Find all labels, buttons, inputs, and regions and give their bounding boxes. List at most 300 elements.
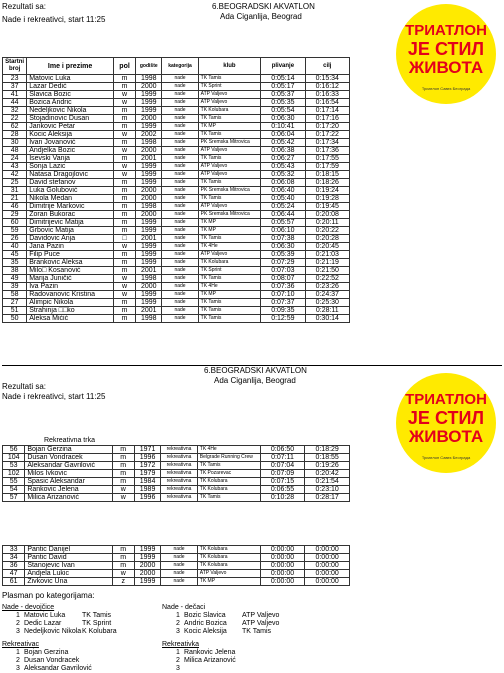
gender: w xyxy=(113,275,135,283)
finish-time: 0:16:54 xyxy=(305,99,349,107)
finish-time: 0:23:26 xyxy=(305,283,349,291)
results-table-rekreativna xyxy=(2,445,350,502)
athlete-name: Milos Ivkovic xyxy=(25,470,112,478)
category: nade xyxy=(162,291,198,299)
placement-club: ATP Valjevo xyxy=(242,620,280,627)
athlete-name: Alimpic Nikola xyxy=(27,299,114,307)
club: TK Tamis xyxy=(198,179,261,187)
category: nade xyxy=(162,179,198,187)
club: TK Sprint xyxy=(198,83,261,91)
athlete-name: Iva Pazin xyxy=(27,283,114,291)
start-number: 55 xyxy=(3,478,25,486)
category: rekreativna xyxy=(161,494,198,502)
table-row xyxy=(3,470,350,478)
placement-name: Milica Arizanović xyxy=(184,657,236,664)
finish-time: 0:17:36 xyxy=(305,147,349,155)
birth-year: 1999 xyxy=(136,171,162,179)
category: nade xyxy=(162,147,198,155)
results-label-2: Rezultati sa: xyxy=(2,382,47,391)
club: TK Kolubara xyxy=(197,546,260,554)
placement-club: ATP Valjevo xyxy=(242,612,280,619)
swim-time: 0:06:40 xyxy=(261,187,305,195)
club: TK Sprint xyxy=(198,267,261,275)
athlete-name: Strahinja □□ko xyxy=(27,307,114,315)
swim-time: 0:06:55 xyxy=(260,486,305,494)
category: nade xyxy=(162,83,198,91)
birth-year: 1999 xyxy=(136,291,162,299)
gender: w xyxy=(113,283,135,291)
start-number: 29 xyxy=(3,211,27,219)
placement-name: Andric Bozica xyxy=(184,620,227,627)
gender: m xyxy=(113,115,135,123)
club: Belgrade Running Crew xyxy=(197,454,260,462)
club: TK Tamis xyxy=(198,275,261,283)
table-row xyxy=(3,83,350,91)
start-number: 46 xyxy=(3,203,27,211)
club: TK Tamis xyxy=(197,494,260,502)
start-number: 57 xyxy=(3,494,25,502)
club: ATP Valjevo xyxy=(198,147,261,155)
swim-time: 0:05:40 xyxy=(261,195,305,203)
placement-item xyxy=(162,612,332,620)
logo-line2: ЈЕ СТИЛ xyxy=(407,39,485,59)
triathlon-logo-2 xyxy=(396,373,496,473)
finish-time: 0:18:26 xyxy=(305,179,349,187)
athlete-name: Davidovic Anja xyxy=(27,235,114,243)
placement-item xyxy=(2,612,172,620)
start-number: 25 xyxy=(3,179,27,187)
placement-rank: 1 xyxy=(16,612,20,619)
athlete-name: Rankovic Jelena xyxy=(25,486,112,494)
placement-name: Dusan Vondracek xyxy=(24,657,80,664)
swim-time: 0:06:10 xyxy=(261,227,305,235)
col-cilj: cilj xyxy=(305,58,349,75)
athlete-name: Stojadinovic Dusan xyxy=(27,115,114,123)
swim-time: 0:00:00 xyxy=(260,562,305,570)
finish-time: 0:21:03 xyxy=(305,251,349,259)
table-row xyxy=(3,315,350,323)
swim-time: 0:05:17 xyxy=(261,83,305,91)
birth-year: 1999 xyxy=(136,91,162,99)
placement-item xyxy=(2,665,172,673)
table-row xyxy=(3,147,350,155)
finish-time: 0:00:00 xyxy=(305,578,350,586)
logo-line3: ЖИВОТА xyxy=(408,58,484,77)
club: TK Kolubara xyxy=(197,478,260,486)
category: nade xyxy=(161,562,198,570)
gender: □ xyxy=(113,235,135,243)
category: nade xyxy=(162,171,198,179)
swim-time: 0:05:43 xyxy=(261,163,305,171)
athlete-name: Matovic Luka xyxy=(27,75,114,83)
birth-year: 1972 xyxy=(134,462,160,470)
club: ATP Valjevo xyxy=(198,99,261,107)
placement-name: Dedic Lazar xyxy=(24,620,62,627)
swim-time: 0:06:08 xyxy=(261,179,305,187)
birth-year: 2000 xyxy=(136,283,162,291)
finish-time: 0:17:34 xyxy=(305,139,349,147)
club: ATP Valjevo xyxy=(198,91,261,99)
gender: m xyxy=(112,562,134,570)
start-number: 31 xyxy=(3,187,27,195)
swim-time: 0:06:30 xyxy=(261,115,305,123)
start-number: 102 xyxy=(3,470,25,478)
club: TK MP xyxy=(198,291,261,299)
swim-time: 0:07:10 xyxy=(261,291,305,299)
swim-time: 0:05:54 xyxy=(261,107,305,115)
club: TK MP xyxy=(198,123,261,131)
birth-year: 2001 xyxy=(136,307,162,315)
table-row xyxy=(3,131,350,139)
placement-group-2 xyxy=(2,641,172,673)
category: rekreativna xyxy=(161,454,198,462)
category: nade xyxy=(161,546,198,554)
club: TK Tamis xyxy=(198,299,261,307)
swim-time: 0:07:15 xyxy=(260,478,305,486)
club: TK Tamis xyxy=(197,462,260,470)
section-label-rekreativna: Rekreativna trka xyxy=(44,437,95,444)
gender: m xyxy=(113,195,135,203)
table-row xyxy=(3,171,350,179)
birth-year: 1999 xyxy=(136,179,162,187)
placement-rank: 3 xyxy=(16,628,20,635)
gender: w xyxy=(113,291,135,299)
finish-time: 0:16:33 xyxy=(305,91,349,99)
start-number: 39 xyxy=(3,283,27,291)
finish-time: 0:18:15 xyxy=(305,171,349,179)
start-number: 26 xyxy=(3,235,27,243)
athlete-name: Natasa Dragojlovic xyxy=(27,171,114,179)
start-number: 47 xyxy=(3,570,25,578)
birth-year: 2000 xyxy=(134,570,160,578)
table-row xyxy=(3,75,350,83)
gender: w xyxy=(113,171,135,179)
athlete-name: Pantic Danijel xyxy=(25,546,112,554)
gender: m xyxy=(113,251,135,259)
swim-time: 0:06:27 xyxy=(261,155,305,163)
finish-time: 0:17:16 xyxy=(305,115,349,123)
swim-time: 0:07:36 xyxy=(261,283,305,291)
birth-year: 1999 xyxy=(136,227,162,235)
category: nade xyxy=(162,139,198,147)
athlete-name: Jankovic Petar xyxy=(27,123,114,131)
table-row xyxy=(3,259,350,267)
placement-rank: 1 xyxy=(176,649,180,656)
finish-time: 0:19:26 xyxy=(305,462,350,470)
club: ATP Valjevo xyxy=(198,163,261,171)
table-row xyxy=(3,299,350,307)
swim-time: 0:07:09 xyxy=(260,470,305,478)
placement-heading: Nade - dečaci xyxy=(162,604,206,611)
start-number: 23 xyxy=(3,75,27,83)
gender: m xyxy=(112,470,134,478)
swim-time: 0:07:03 xyxy=(261,267,305,275)
gender: w xyxy=(113,99,135,107)
finish-time: 0:00:00 xyxy=(305,570,350,578)
swim-time: 0:07:04 xyxy=(260,462,305,470)
gender: w xyxy=(112,494,134,502)
athlete-name: Isevski Vanja xyxy=(27,155,114,163)
swim-time: 0:05:39 xyxy=(261,251,305,259)
category: nade xyxy=(162,123,198,131)
start-number: 32 xyxy=(3,107,27,115)
swim-time: 0:05:42 xyxy=(261,139,305,147)
category: nade xyxy=(162,91,198,99)
table-row xyxy=(3,107,350,115)
category: nade xyxy=(162,195,198,203)
birth-year: 1998 xyxy=(136,139,162,147)
start-number: 60 xyxy=(3,219,27,227)
placement-club: K Kolubara xyxy=(82,628,117,635)
athlete-name: Dimitrije Markovic xyxy=(27,203,114,211)
athlete-name: Grbovic Matija xyxy=(27,227,114,235)
placement-title: Plasman po kategorijama: xyxy=(2,591,95,600)
swim-time: 0:05:14 xyxy=(261,75,305,83)
placement-item xyxy=(162,628,332,636)
swim-time: 0:05:24 xyxy=(261,203,305,211)
gender: w xyxy=(113,91,135,99)
placement-club: TK Sprint xyxy=(82,620,112,627)
col-plivanje: plivanje xyxy=(261,58,305,75)
athlete-name: Kocic Aleksija xyxy=(27,131,114,139)
category: nade xyxy=(162,299,198,307)
start-number: 41 xyxy=(3,91,27,99)
athlete-name: David stefanov xyxy=(27,179,114,187)
placement-rank: 2 xyxy=(176,657,180,664)
birth-year: 2000 xyxy=(136,83,162,91)
category: nade xyxy=(162,131,198,139)
birth-year: 1998 xyxy=(136,315,162,323)
gender: m xyxy=(112,546,134,554)
club: TK MP xyxy=(198,227,261,235)
birth-year: 1999 xyxy=(134,554,160,562)
finish-time: 0:16:12 xyxy=(305,83,349,91)
athlete-name: Bojan Gerzina xyxy=(25,446,112,454)
athlete-name: Radovanovic Kristina xyxy=(27,291,114,299)
gender: m xyxy=(113,211,135,219)
placement-heading: Rekreativac xyxy=(2,641,39,648)
table-row xyxy=(3,115,350,123)
club: ATP Valjevo xyxy=(198,251,261,259)
start-number: 21 xyxy=(3,195,27,203)
start-number: 50 xyxy=(3,315,27,323)
swim-time: 0:06:04 xyxy=(261,131,305,139)
table-row xyxy=(3,462,350,470)
finish-time: 0:17:20 xyxy=(305,123,349,131)
gender: w xyxy=(113,147,135,155)
placement-name: Bojan Gerzina xyxy=(24,649,69,656)
gender: w xyxy=(113,163,135,171)
athlete-name: Sonja Lazic xyxy=(27,163,114,171)
finish-time: 0:19:24 xyxy=(305,187,349,195)
table-row xyxy=(3,227,350,235)
category: nade xyxy=(162,203,198,211)
category: nade xyxy=(162,227,198,235)
table-row xyxy=(3,446,350,454)
logo-tagline: Триатлон Савез Београда xyxy=(421,86,471,91)
placement-name: Rankovic Jelena xyxy=(184,649,236,656)
start-number: 45 xyxy=(3,251,27,259)
category: nade xyxy=(161,578,198,586)
athlete-name: Nedeljkovic Nikola xyxy=(27,107,114,115)
gender: m xyxy=(112,478,134,486)
logo-line3: ЖИВОТА xyxy=(408,427,484,446)
finish-time: 0:20:22 xyxy=(305,227,349,235)
table-row xyxy=(3,486,350,494)
start-number: 51 xyxy=(3,307,27,315)
finish-time: 0:17:59 xyxy=(305,163,349,171)
table-row xyxy=(3,251,350,259)
gender: m xyxy=(113,155,135,163)
placement-item xyxy=(162,657,332,665)
finish-time: 0:28:11 xyxy=(305,307,349,315)
gender: m xyxy=(113,139,135,147)
table-row xyxy=(3,578,350,586)
table-row xyxy=(3,267,350,275)
category: nade xyxy=(162,99,198,107)
birth-year: 1999 xyxy=(136,251,162,259)
birth-year: 2001 xyxy=(136,267,162,275)
placement-rank: 2 xyxy=(16,657,20,664)
club: TK Kolubara xyxy=(197,554,260,562)
finish-time: 0:17:55 xyxy=(305,155,349,163)
club: TK Kolubara xyxy=(198,259,261,267)
table-row xyxy=(3,139,350,147)
club: TK Tamis xyxy=(198,195,261,203)
birth-year: 1984 xyxy=(134,478,160,486)
category: rekreativna xyxy=(161,446,198,454)
category: nade xyxy=(162,243,198,251)
athlete-name: Marija Juničić xyxy=(27,275,114,283)
club: TK 4He xyxy=(197,446,260,454)
logo-line2: ЈЕ СТИЛ xyxy=(407,408,485,428)
finish-time: 0:21:50 xyxy=(305,267,349,275)
table-row xyxy=(3,187,350,195)
athlete-name: Jana Pazin xyxy=(27,243,114,251)
athlete-name: Brankovic Aleksa xyxy=(27,259,114,267)
start-number: 24 xyxy=(3,155,27,163)
athlete-name: Dimitrijevic Matija xyxy=(27,219,114,227)
athlete-name: Aleksandar Gavrilović xyxy=(25,462,112,470)
club: TK Tamis xyxy=(198,115,261,123)
swim-time: 0:06:50 xyxy=(260,446,305,454)
start-number: 27 xyxy=(3,299,27,307)
category: rekreativna xyxy=(161,486,198,494)
results-label: Rezultati sa: xyxy=(2,2,47,11)
category: nade xyxy=(162,307,198,315)
birth-year: 2000 xyxy=(134,562,160,570)
table-row xyxy=(3,203,350,211)
table-row xyxy=(3,163,350,171)
start-number: 33 xyxy=(3,546,25,554)
start-number: 58 xyxy=(3,291,27,299)
event-title: 6.BEOGRADSKI AKVATLON xyxy=(212,2,315,11)
finish-time: 0:19:45 xyxy=(305,203,349,211)
club: ATP Valjevo xyxy=(198,171,261,179)
swim-time: 0:06:38 xyxy=(261,147,305,155)
swim-time: 0:00:00 xyxy=(260,570,305,578)
swim-time: 0:06:44 xyxy=(261,211,305,219)
table-row xyxy=(3,478,350,486)
birth-year: 1989 xyxy=(134,486,160,494)
category: nade xyxy=(162,75,198,83)
col-pol: pol xyxy=(113,58,135,75)
event-venue-2: Ada Ciganlija, Beograd xyxy=(214,376,296,385)
finish-time: 0:17:14 xyxy=(305,107,349,115)
placement-item xyxy=(2,628,172,636)
category-start-2: Nade i rekreativci, start 11:25 xyxy=(2,392,106,401)
birth-year: 2000 xyxy=(136,195,162,203)
finish-time: 0:18:55 xyxy=(305,454,350,462)
triathlon-logo xyxy=(396,4,496,104)
table-row xyxy=(3,570,350,578)
category: nade xyxy=(162,283,198,291)
finish-time: 0:00:00 xyxy=(305,562,350,570)
placement-name: Aleksandar Gavrilović xyxy=(24,665,92,672)
results-table-dnf xyxy=(2,545,350,586)
birth-year: 2000 xyxy=(136,187,162,195)
birth-year: 1999 xyxy=(136,219,162,227)
category: nade xyxy=(161,570,198,578)
placement-rank: 1 xyxy=(16,649,20,656)
swim-time: 0:05:37 xyxy=(261,91,305,99)
club: PK Sremska Mitrovica xyxy=(198,187,261,195)
swim-time: 0:10:41 xyxy=(261,123,305,131)
category: nade xyxy=(162,315,198,323)
birth-year: 1999 xyxy=(136,99,162,107)
birth-year: 2000 xyxy=(136,147,162,155)
table-row xyxy=(3,155,350,163)
placement-item xyxy=(2,620,172,628)
club: TK 4He xyxy=(198,283,261,291)
swim-time: 0:08:07 xyxy=(261,275,305,283)
category: nade xyxy=(162,219,198,227)
club: TK Tamis xyxy=(198,155,261,163)
category: nade xyxy=(162,275,198,283)
placement-club: TK Tamis xyxy=(82,612,112,619)
finish-time: 0:22:52 xyxy=(305,275,349,283)
placement-item xyxy=(162,665,332,673)
category: nade xyxy=(162,259,198,267)
athlete-name: Filip Puce xyxy=(27,251,114,259)
placement-rank: 3 xyxy=(176,665,180,672)
finish-time: 0:20:42 xyxy=(305,470,350,478)
start-number: 22 xyxy=(3,115,27,123)
club: PK Sremska Mitrovica xyxy=(198,211,261,219)
birth-year: 2000 xyxy=(136,115,162,123)
table-row xyxy=(3,91,350,99)
category: nade xyxy=(162,251,198,259)
finish-time: 0:00:00 xyxy=(305,546,350,554)
athlete-name: Zivkovic Una xyxy=(25,578,112,586)
placement-item xyxy=(2,657,172,665)
finish-time: 0:20:11 xyxy=(305,219,349,227)
gender: m xyxy=(113,75,135,83)
table-row xyxy=(3,454,350,462)
club: ATP Valjevo xyxy=(197,570,260,578)
start-number: 59 xyxy=(3,227,27,235)
table-row xyxy=(3,546,350,554)
athlete-name: Lazar Dedić xyxy=(27,83,114,91)
athlete-name: Ivan Jovanović xyxy=(27,139,114,147)
finish-time: 0:25:30 xyxy=(305,299,349,307)
finish-time: 0:20:08 xyxy=(305,211,349,219)
birth-year: 2001 xyxy=(136,235,162,243)
table-row xyxy=(3,179,350,187)
gender: m xyxy=(113,259,135,267)
category: nade xyxy=(162,187,198,195)
table-row xyxy=(3,123,350,131)
